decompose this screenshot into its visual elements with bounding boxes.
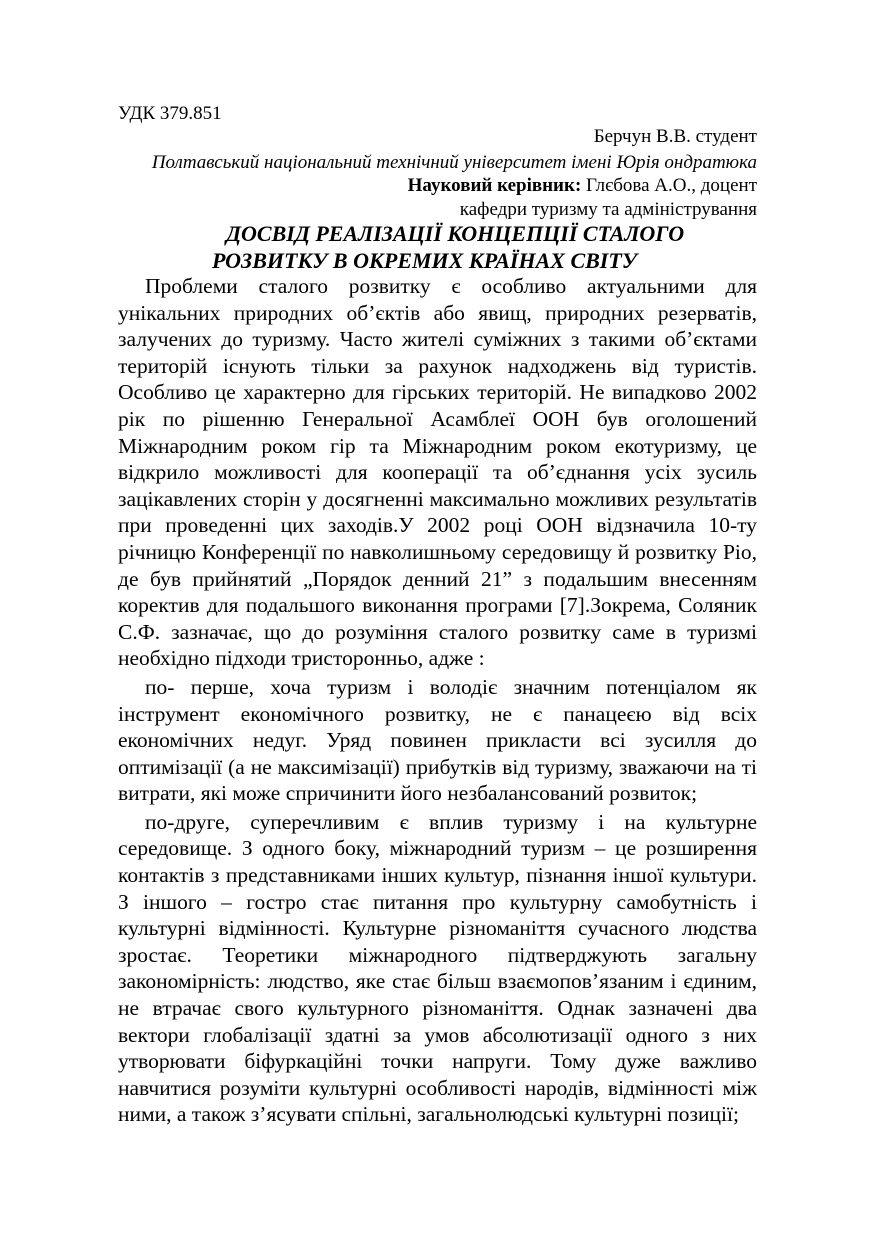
university-line: Полтавський національний технічний університет імені Юрія ондратюка bbox=[151, 152, 757, 173]
udk-code: УДК 379.851 bbox=[118, 103, 222, 124]
paragraph: Проблеми сталого розвитку є особливо актуальними для унікальних природних об’єктів або явищ, природних резерватів, залучених до туризму. Часто жителі суміжних з такими об’єктами територій існують тільки за рахунок надходжень від туристів. Особливо це характерно для гірських територій. Не випадково 2002 рік по рішенню Генеральної Асамблеї ООН був оголошений Міжнародним роком гір та Міжнародним роком екотуризму, це відкрило можливості для кооперації та об’єднання усіх зусиль зацікавлених сторін у досягненні максимально можливих результатів при проведенні цих заходів.У 2002 році ООН відзначила 10-ту річницю Конференції по навколишньому середовищу й розвитку Ріо, де був прийнятий „Порядок денний 21” з подальшим внесенням коректив для подальшого виконання програми [7].Зокрема, Соляник С.Ф. зазначає, що до розуміння сталого розвитку саме в туризмі необхідно підходи тристоронньо, адже : bbox=[118, 274, 757, 671]
paper-title bbox=[118, 220, 818, 274]
supervisor-name: Глєбова А.О., доцент bbox=[581, 175, 757, 196]
title-line-2: РОЗВИТКУ В ОКРЕМИХ КРАЇНАХ СВІТУ bbox=[212, 248, 638, 273]
title-line-1: ДОСВІД РЕАЛІЗАЦІЇ КОНЦЕПЦІЇ СТАЛОГО bbox=[226, 221, 685, 246]
paragraph: по- перше, хоча туризм і володіє значним потенціалом як інструмент економічного розвитку, не є панацеєю від всіх економічних недуг. Уряд повинен прикласти всі зусилля до оптимізації (а не максимізації) прибутків від туризму, зважаючи на ті витрати, які може спричинити його незбалансований розвиток; bbox=[118, 674, 757, 806]
supervisor-label: Науковий керівник: bbox=[407, 175, 582, 196]
body-text bbox=[118, 273, 757, 1128]
author-line: Берчун В.В. студент bbox=[593, 126, 757, 147]
paragraph: по-друге, суперечливим є вплив туризму і на культурне середовище. З одного боку, міжнародний туризм – це розширення контактів з представниками інших культур, пізнання іншої культури. З іншого – гостро стає питання про культурну самобутність і культурні відмінності. Культурне різноманіття сучасного людства зростає. Теоретики міжнародного підтверджують загальну закономірність: людство, яке стає більш взаємопов’язаним і єдиним, не втрачає свого культурного різноманіття. Однак зазначені два вектори глобалізації здатні за умов абсолютизації одного з них утворювати біфуркаційні точки напруги. Тому дуже важливо навчитися розуміти культурні особливості народів, відмінності між ними, а також з’ясувати спільні, загальнолюдські культурні позиції; bbox=[118, 809, 757, 1127]
supervisor-line bbox=[118, 173, 757, 198]
department-line: кафедри туризму та адміністрування bbox=[459, 199, 757, 220]
